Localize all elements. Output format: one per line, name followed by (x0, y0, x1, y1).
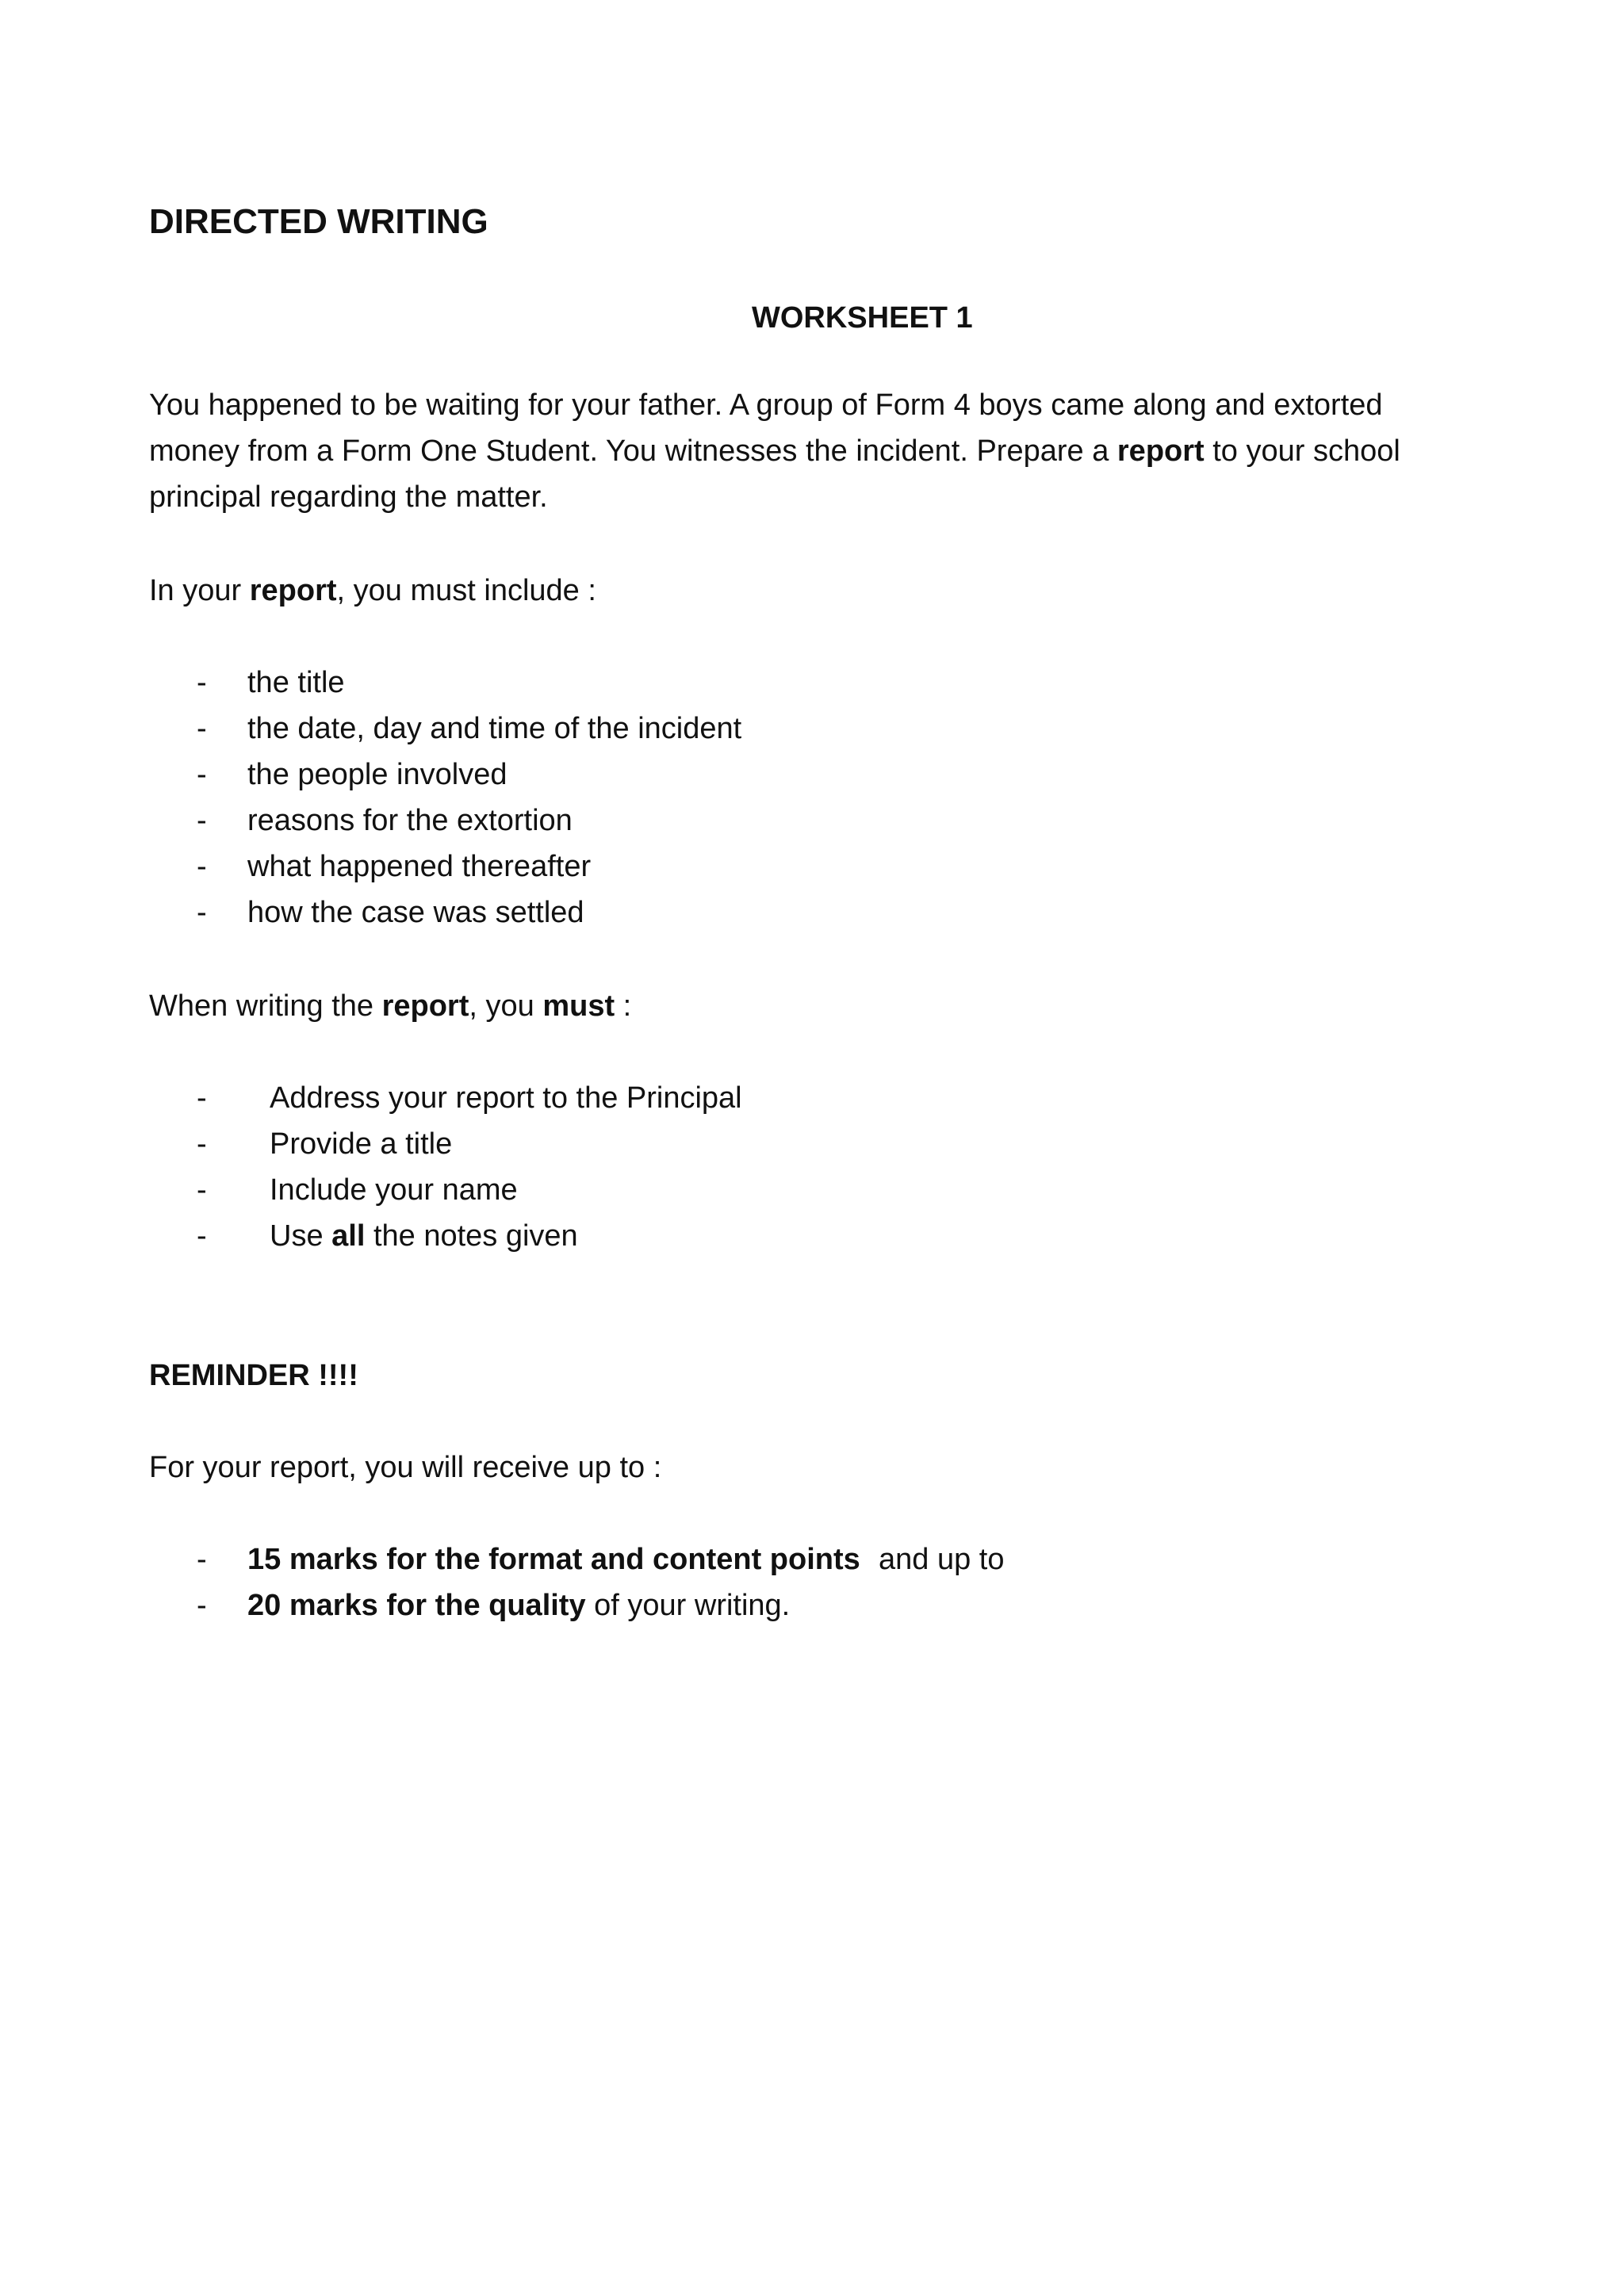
include-intro (149, 568, 596, 614)
prompt-line-2-text: money from a Form One Student. You witnesses the incident. Prepare a (149, 434, 1117, 468)
list-item-post: the notes given (365, 1219, 578, 1253)
worksheet-label: WORKSHEET 1 (752, 301, 973, 335)
bullet-dash: - (197, 896, 207, 929)
list-item: Include your name (270, 1173, 518, 1207)
prompt-report-bold: report (1116, 434, 1205, 468)
list-item-pre: Use (270, 1219, 332, 1253)
bullet-dash: - (197, 712, 207, 745)
when-writing-must-bold: must (542, 989, 615, 1023)
bullet-dash: - (197, 850, 207, 883)
prompt-line-3: principal regarding the matter. (149, 480, 548, 514)
reminder-title: REMINDER !!!! (149, 1359, 358, 1392)
prompt-line-2-tail: to your school (1204, 434, 1400, 468)
prompt-line-1: You happened to be waiting for your father. A group of Form 4 boys came along and extorted (149, 388, 1383, 422)
bullet-dash: - (197, 666, 207, 699)
bullet-dash: - (197, 758, 207, 791)
prompt-line-2 (149, 428, 1400, 474)
include-intro-pre: In your (149, 574, 250, 607)
bullet-dash: - (197, 1589, 207, 1622)
list-item: how the case was settled (247, 896, 584, 929)
list-item: the people involved (247, 758, 508, 791)
bullet-dash: - (197, 1081, 207, 1115)
bullet-dash: - (197, 1173, 207, 1207)
list-item: the title (247, 666, 345, 699)
list-item-tail: of your writing. (585, 1589, 791, 1622)
list-item-bold: 20 marks for the quality (247, 1589, 586, 1622)
reminder-intro: For your report, you will receive up to : (149, 1451, 662, 1484)
list-item: what happened thereafter (247, 850, 592, 883)
list-item-all-bold: all (331, 1219, 366, 1253)
when-writing-post: : (615, 989, 632, 1023)
list-item: the date, day and time of the incident (247, 712, 742, 745)
bullet-dash: - (197, 1127, 207, 1161)
bullet-dash: - (197, 1219, 207, 1253)
list-item: Provide a title (270, 1127, 453, 1161)
include-intro-post: , you must include : (336, 574, 596, 607)
include-intro-bold: report (249, 574, 337, 607)
page-title: DIRECTED WRITING (149, 202, 488, 241)
when-writing-pre: When writing the (149, 989, 382, 1023)
list-item (247, 1582, 790, 1628)
when-writing-intro (149, 983, 631, 1029)
when-writing-mid: , you (469, 989, 543, 1023)
when-writing-report-bold: report (381, 989, 469, 1023)
list-item-tail: and up to (879, 1543, 1005, 1576)
list-item: Address your report to the Principal (270, 1081, 742, 1115)
list-item-bold: 15 marks for the format and content points (247, 1543, 860, 1576)
bullet-dash: - (197, 804, 207, 837)
bullet-dash: - (197, 1543, 207, 1576)
list-item (270, 1213, 578, 1259)
list-item: reasons for the extortion (247, 804, 573, 837)
